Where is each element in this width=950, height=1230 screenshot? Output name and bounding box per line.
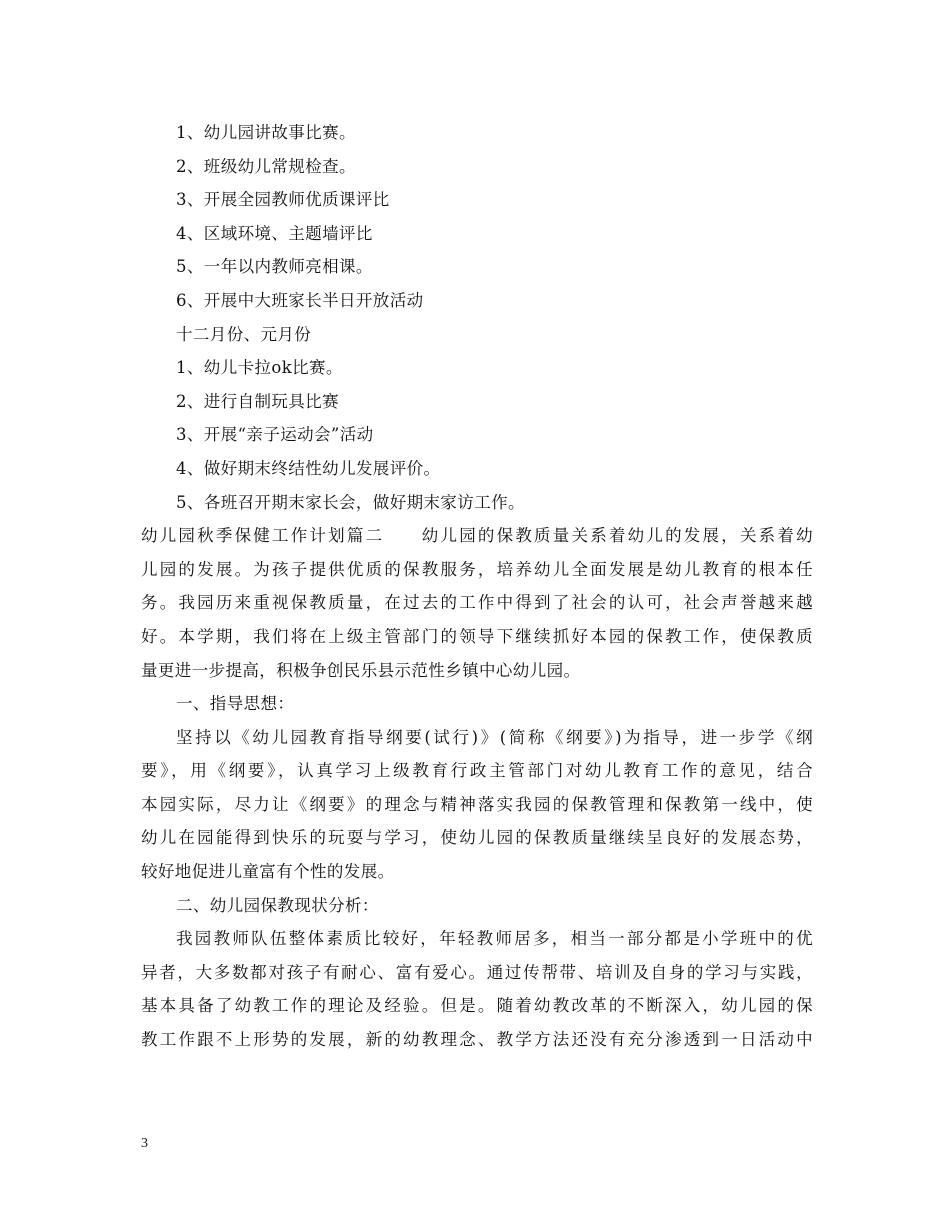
list-item: 1、幼儿卡拉ok比赛。: [176, 358, 343, 378]
paragraph-line: 我园教师队伍整体素质比较好，年轻教师居多，相当一部分都是小学班中的优: [176, 929, 813, 949]
list-item: 1、幼儿园讲故事比赛。: [176, 123, 356, 142]
list-item: 3、开展全园教师优质课评比: [176, 190, 390, 210]
list-item: 6、开展中大班家长半日开放活动: [176, 290, 424, 310]
list-item: 5、各班召开期末家长会，做好期末家访工作。: [176, 492, 525, 512]
list-item: 2、进行自制玩具比赛: [176, 391, 339, 411]
list-item: 5、一年以内教师亮相课。: [176, 257, 373, 277]
paragraph-line: 较好地促进儿童富有个性的发展。: [141, 862, 395, 882]
page-number: 3: [141, 1136, 148, 1151]
paragraph-line: 务。我园历来重视保教质量，在过去的工作中得到了社会的认可，社会声誉越来越: [141, 593, 813, 613]
paragraph-line: 本园实际，尽力让《纲要》的理念与精神落实我园的保教管理和保教第一线中，使: [141, 794, 813, 814]
paragraph-line: 教工作跟不上形势的发展，新的幼教理念、教学方法还没有充分渗透到一日活动中: [141, 1030, 813, 1050]
paragraph-line: 儿园的发展。为孩子提供优质的保教服务，培养幼儿全面发展是幼儿教育的根本任: [141, 559, 813, 579]
section-heading: 一、指导思想：: [176, 694, 295, 714]
list-item: 4、区域环境、主题墙评比: [176, 223, 373, 243]
paragraph-line: 基本具备了幼教工作的理论及经验。但是。随着幼教改革的不断深入，幼儿园的保: [141, 996, 813, 1016]
list-item: 3、开展“亲子运动会”活动: [176, 425, 374, 445]
document-body: [141, 116, 813, 1057]
paragraph-line: 量更进一步提高，积极争创民乐县示范性乡镇中心幼儿园。: [141, 660, 581, 680]
section-heading: 二、幼儿园保教现状分析：: [176, 895, 379, 915]
paragraph-line: 幼儿园秋季保健工作计划篇二 幼儿园的保教质量关系着幼儿的发展，关系着幼: [141, 526, 813, 546]
paragraph-line: 异者，大多数都对孩子有耐心、富有爱心。通过传帮带、培训及自身的学习与实践，: [141, 962, 813, 982]
list-item: 2、班级幼儿常规检查。: [176, 156, 356, 176]
paragraph-line: 坚持以《幼儿园教育指导纲要(试行)》(简称《纲要》)为指导，进一步学《纲: [176, 727, 813, 747]
section-heading: 十二月份、元月份: [176, 324, 312, 344]
paragraph-line: 要》，用《纲要》，认真学习上级教育行政主管部门对幼儿教育工作的意见，结合: [141, 761, 813, 781]
paragraph-line: 好。本学期，我们将在上级主管部门的领导下继续抓好本园的保教工作，使保教质: [141, 626, 813, 646]
paragraph-line: 幼儿在园能得到快乐的玩耍与学习，使幼儿园的保教质量继续呈良好的发展态势，: [141, 828, 813, 848]
list-item: 4、做好期末终结性幼儿发展评价。: [176, 458, 441, 478]
